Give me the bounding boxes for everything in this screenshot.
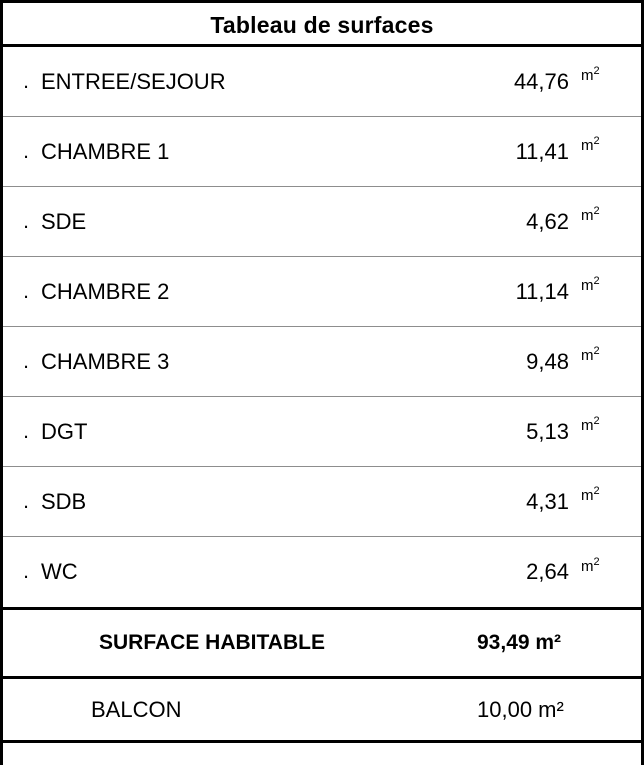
total-value: 93,49 m²	[477, 631, 562, 654]
extra-value: 10,00 m²	[477, 696, 564, 722]
unit-exponent: 2	[593, 345, 600, 357]
room-area-unit	[569, 135, 641, 154]
room-name: CHAMBRE 3	[41, 348, 170, 374]
table-footer-sliver	[3, 743, 641, 765]
unit-exponent: 2	[593, 65, 600, 77]
room-area-value: 5,13	[526, 418, 569, 444]
room-name: WC	[41, 559, 78, 584]
room-area-value: 44,76	[513, 68, 569, 94]
page-title: Tableau de surfaces	[3, 3, 641, 47]
table-row	[3, 47, 641, 117]
unit-letter: m	[581, 417, 594, 434]
room-area-value: 9,48	[526, 348, 569, 374]
table-row	[3, 117, 641, 187]
unit-letter: m	[581, 277, 594, 294]
room-area-value: 11,14	[515, 278, 569, 304]
unit-exponent: 2	[593, 485, 600, 497]
bullet-marker: .	[23, 419, 29, 443]
unit-letter: m	[581, 487, 594, 504]
unit-letter: m	[581, 207, 594, 224]
unit-letter: m	[581, 137, 594, 154]
room-list	[3, 47, 641, 607]
unit-letter: m	[581, 347, 594, 364]
room-area-value: 2,64	[526, 559, 569, 584]
table-row	[3, 467, 641, 537]
unit-letter: m	[581, 557, 594, 575]
bullet-marker: .	[23, 139, 29, 163]
unit-exponent: 2	[593, 555, 600, 568]
bullet-marker: .	[23, 209, 29, 233]
room-area-unit	[569, 65, 641, 84]
total-row	[3, 607, 641, 679]
room-name: ENTREE/SEJOUR	[41, 68, 226, 94]
room-area-unit	[569, 345, 641, 364]
room-area-value: 11,41	[515, 138, 569, 164]
room-area-unit	[569, 556, 641, 575]
extra-row-balcon	[3, 679, 641, 743]
bullet-marker: .	[23, 489, 29, 513]
room-area-unit	[569, 415, 641, 434]
room-area-unit	[569, 485, 641, 504]
room-area-value: 4,31	[526, 488, 569, 514]
extra-label: BALCON	[91, 696, 182, 722]
table-row	[3, 327, 641, 397]
unit-exponent: 2	[593, 135, 600, 147]
room-name: SDE	[41, 208, 87, 234]
table-row	[3, 257, 641, 327]
room-area-unit	[569, 205, 641, 224]
room-area-unit	[569, 275, 641, 294]
unit-exponent: 2	[593, 415, 600, 427]
table-row	[3, 537, 641, 607]
room-name: DGT	[41, 418, 88, 444]
room-name: CHAMBRE 1	[41, 138, 170, 164]
unit-exponent: 2	[593, 275, 600, 287]
bullet-marker: .	[23, 279, 29, 303]
room-name: SDB	[41, 488, 87, 514]
room-name: CHAMBRE 2	[41, 278, 170, 304]
bullet-marker: .	[23, 560, 29, 583]
bullet-marker: .	[23, 69, 29, 93]
total-label: SURFACE HABITABLE	[99, 631, 325, 654]
room-area-value: 4,62	[526, 208, 569, 234]
unit-letter: m	[581, 67, 594, 84]
table-row	[3, 187, 641, 257]
unit-exponent: 2	[593, 205, 600, 217]
table-row	[3, 397, 641, 467]
bullet-marker: .	[23, 349, 29, 373]
